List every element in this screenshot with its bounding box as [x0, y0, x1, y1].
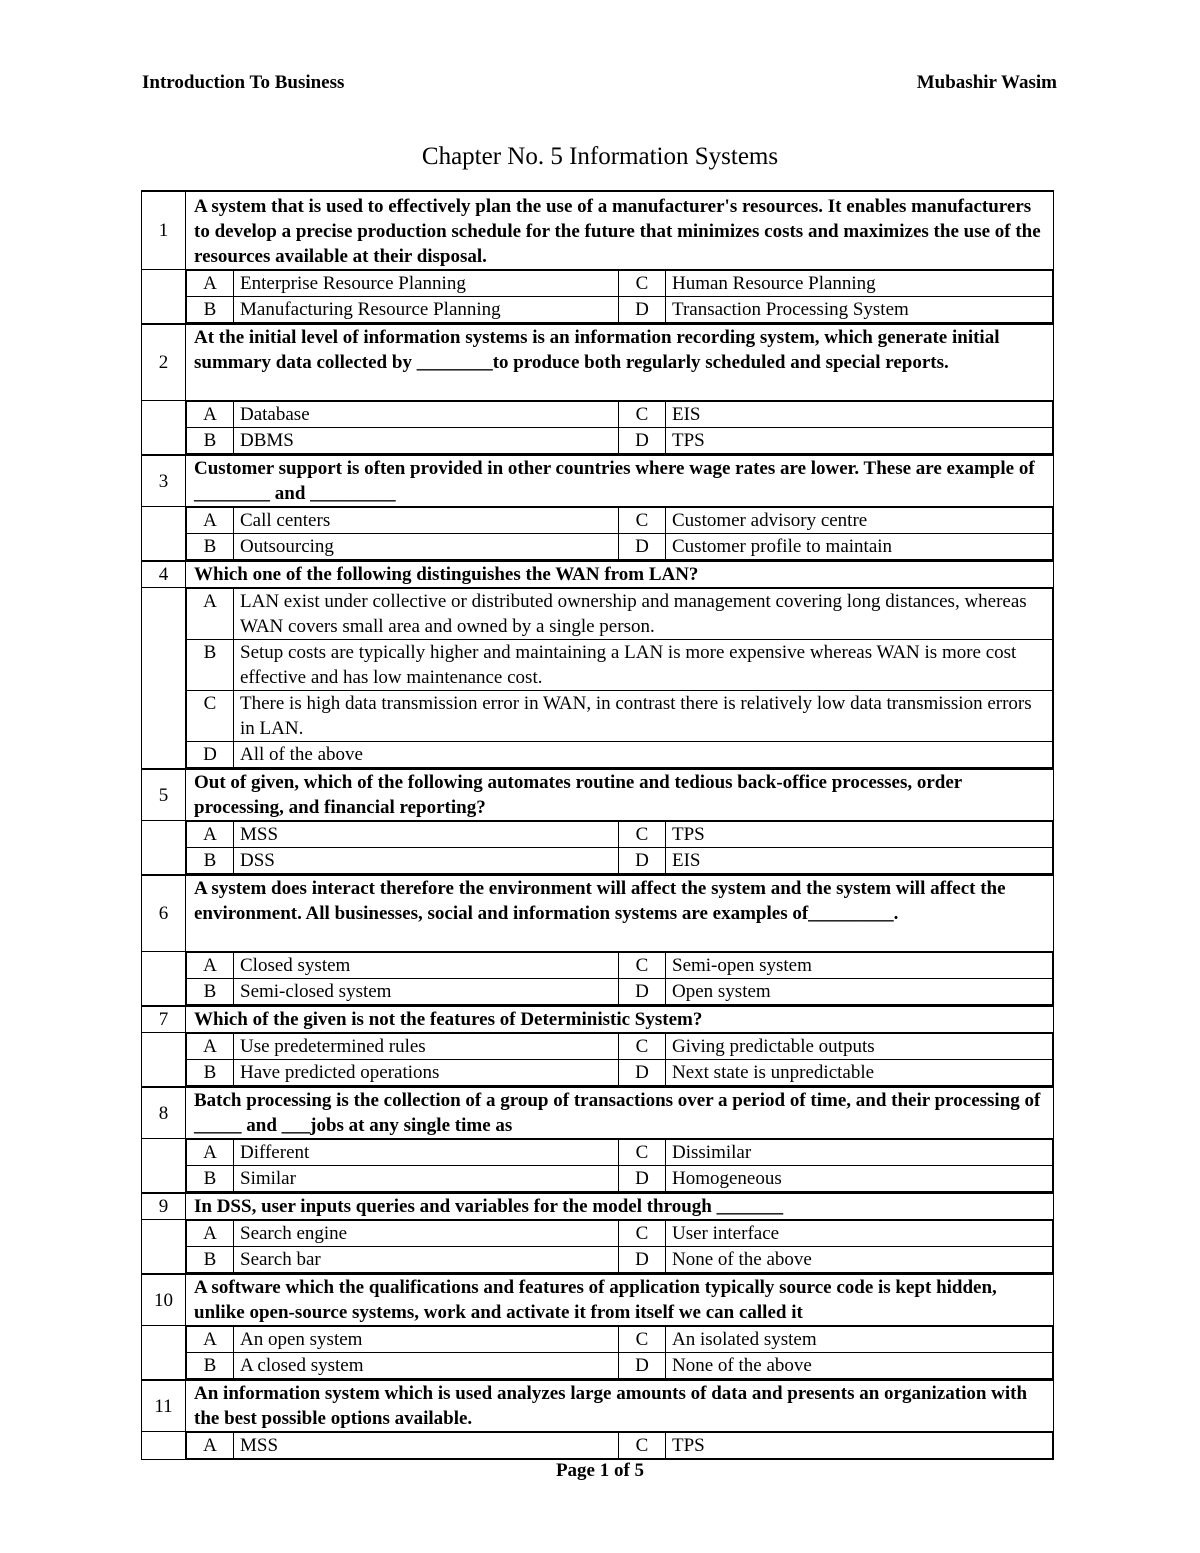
options-row: A Closed system C Semi-open system B Semi-closed system D Open system — [142, 952, 1054, 1007]
option-c: Dissimilar — [666, 1140, 1053, 1166]
options-row: A An open system C An isolated system B A closed system D None of the above — [142, 1326, 1054, 1381]
question-row — [142, 1087, 1054, 1139]
option-c: There is high data transmission error in WAN, in contrast there is relatively low data transmission errors in LAN. — [234, 691, 1053, 742]
blank-cell — [142, 507, 186, 562]
question-text: A system that is used to effectively plan the use of a manufacturer's resources. It enables manufacturers to develop a precise production schedule for the future that minimizes costs and maximizes the use of the resources available at their disposal. — [186, 191, 1054, 270]
question-text: A system does interact therefore the environment will affect the system and the system will affect the environment. All businesses, social and information systems are examples of_________. — [186, 875, 1054, 952]
question-row — [142, 1380, 1054, 1432]
question-row — [142, 769, 1054, 821]
question-text: At the initial level of information systems is an information recording system, which generate initial summary data collected by ________to produce both regularly scheduled and special reports. — [186, 324, 1054, 401]
option-a: Database — [234, 402, 619, 428]
question-text: Which of the given is not the features of Deterministic System? — [186, 1006, 1054, 1033]
option-b: DSS — [234, 848, 619, 874]
options-row: A Different C Dissimilar B Similar D Homogeneous — [142, 1139, 1054, 1194]
options-row: A Call centers C Customer advisory centre B Outsourcing D Customer profile to maintain — [142, 507, 1054, 562]
option-b: Setup costs are typically higher and maintaining a LAN is more expensive whereas WAN is more cost effective and has low maintenance cost. — [234, 640, 1053, 691]
question-number: 6 — [142, 875, 186, 952]
question-number: 3 — [142, 455, 186, 507]
option-d: All of the above — [234, 742, 1053, 768]
option-b: Search bar — [234, 1247, 619, 1273]
option-b: Semi-closed system — [234, 979, 619, 1005]
option-d: Next state is unpredictable — [666, 1060, 1053, 1086]
option-d: Transaction Processing System — [666, 297, 1053, 323]
question-number: 1 — [142, 191, 186, 270]
blank-cell — [142, 952, 186, 1007]
options-row: A MSS C TPS — [142, 1432, 1054, 1460]
option-a: MSS — [234, 1433, 619, 1459]
option-b: Have predicted operations — [234, 1060, 619, 1086]
header-author: Mubashir Wasim — [916, 72, 1057, 93]
option-b: Manufacturing Resource Planning — [234, 297, 619, 323]
option-a: Closed system — [234, 953, 619, 979]
header-course-title: Introduction To Business — [142, 72, 345, 93]
option-c: An isolated system — [666, 1327, 1053, 1353]
option-c: Customer advisory centre — [666, 508, 1053, 534]
question-number: 11 — [142, 1380, 186, 1432]
question-number: 2 — [142, 324, 186, 401]
options-row: A Use predetermined rules C Giving predictable outputs B Have predicted operations D Next state is unpredictable — [142, 1033, 1054, 1088]
option-a: LAN exist under collective or distributed ownership and management covering long distances, whereas WAN covers small area and owned by a single person. — [234, 589, 1053, 640]
question-row — [142, 1006, 1054, 1033]
option-b: Outsourcing — [234, 534, 619, 560]
options-row: A Enterprise Resource Planning C Human Resource Planning B Manufacturing Resource Planning D Transaction Processing System — [142, 270, 1054, 325]
question-row — [142, 561, 1054, 588]
option-a: Use predetermined rules — [234, 1034, 619, 1060]
option-c: Giving predictable outputs — [666, 1034, 1053, 1060]
option-c: Human Resource Planning — [666, 271, 1053, 297]
chapter-title: Chapter No. 5 Information Systems — [421, 143, 779, 170]
options-row: A MSS C TPS B DSS D EIS — [142, 821, 1054, 876]
option-a: Enterprise Resource Planning — [234, 271, 619, 297]
question-text: Out of given, which of the following automates routine and tedious back-office processes, order processing, and financial reporting? — [186, 769, 1054, 821]
blank-cell — [142, 1220, 186, 1275]
option-c: Semi-open system — [666, 953, 1053, 979]
option-c: EIS — [666, 402, 1053, 428]
options-row: A LAN exist under collective or distributed ownership and management covering long distances, whereas WAN covers small area and owned by a single person. B Setup costs are typically higher and maintaining a LAN is more expensive whereas WAN is more cost effective and has low maintenance cost. C There is high data transmission error in WAN, in contrast there is relatively low data transmission errors in LAN. D All of the above — [142, 588, 1054, 770]
question-number: 7 — [142, 1006, 186, 1033]
blank-cell — [142, 270, 186, 325]
options-row: A Database C EIS B DBMS D TPS — [142, 401, 1054, 456]
question-row — [142, 455, 1054, 507]
page-number: Page 1 of 5 — [555, 1460, 645, 1481]
option-d: EIS — [666, 848, 1053, 874]
question-row — [142, 1193, 1054, 1220]
options-row: A Search engine C User interface B Search bar D None of the above — [142, 1220, 1054, 1275]
option-d: TPS — [666, 428, 1053, 454]
option-a: Different — [234, 1140, 619, 1166]
quiz-table — [141, 190, 1054, 1460]
option-d: Customer profile to maintain — [666, 534, 1053, 560]
question-text: Customer support is often provided in other countries where wage rates are lower. These are example of ________ and _________ — [186, 455, 1054, 507]
question-text: Batch processing is the collection of a group of transactions over a period of time, and their processing of _____ and ___jobs at any single time as — [186, 1087, 1054, 1139]
option-b: DBMS — [234, 428, 619, 454]
question-row — [142, 875, 1054, 952]
question-number: 8 — [142, 1087, 186, 1139]
option-c: TPS — [666, 1433, 1053, 1459]
blank-cell — [142, 588, 186, 770]
question-text: Which one of the following distinguishes the WAN from LAN? — [186, 561, 1054, 588]
option-c: TPS — [666, 822, 1053, 848]
question-text: A software which the qualifications and features of application typically source code is kept hidden, unlike open-source systems, work and activate it from itself we can called it — [186, 1274, 1054, 1326]
option-d: None of the above — [666, 1247, 1053, 1273]
question-number: 4 — [142, 561, 186, 588]
option-a: Search engine — [234, 1221, 619, 1247]
question-row — [142, 191, 1054, 270]
question-row — [142, 324, 1054, 401]
blank-cell — [142, 1432, 186, 1460]
option-a: Call centers — [234, 508, 619, 534]
blank-cell — [142, 1033, 186, 1088]
question-number: 5 — [142, 769, 186, 821]
blank-cell — [142, 401, 186, 456]
blank-cell — [142, 821, 186, 876]
question-number: 9 — [142, 1193, 186, 1220]
option-d: Open system — [666, 979, 1053, 1005]
blank-cell — [142, 1139, 186, 1194]
option-c: User interface — [666, 1221, 1053, 1247]
option-a: MSS — [234, 822, 619, 848]
question-text: In DSS, user inputs queries and variables for the model through _______ — [186, 1193, 1054, 1220]
option-a: An open system — [234, 1327, 619, 1353]
blank-cell — [142, 1326, 186, 1381]
option-b: Similar — [234, 1166, 619, 1192]
option-b: A closed system — [234, 1353, 619, 1379]
option-d: Homogeneous — [666, 1166, 1053, 1192]
option-d: None of the above — [666, 1353, 1053, 1379]
question-text: An information system which is used analyzes large amounts of data and presents an organization with the best possible options available. — [186, 1380, 1054, 1432]
question-number: 10 — [142, 1274, 186, 1326]
question-row — [142, 1274, 1054, 1326]
